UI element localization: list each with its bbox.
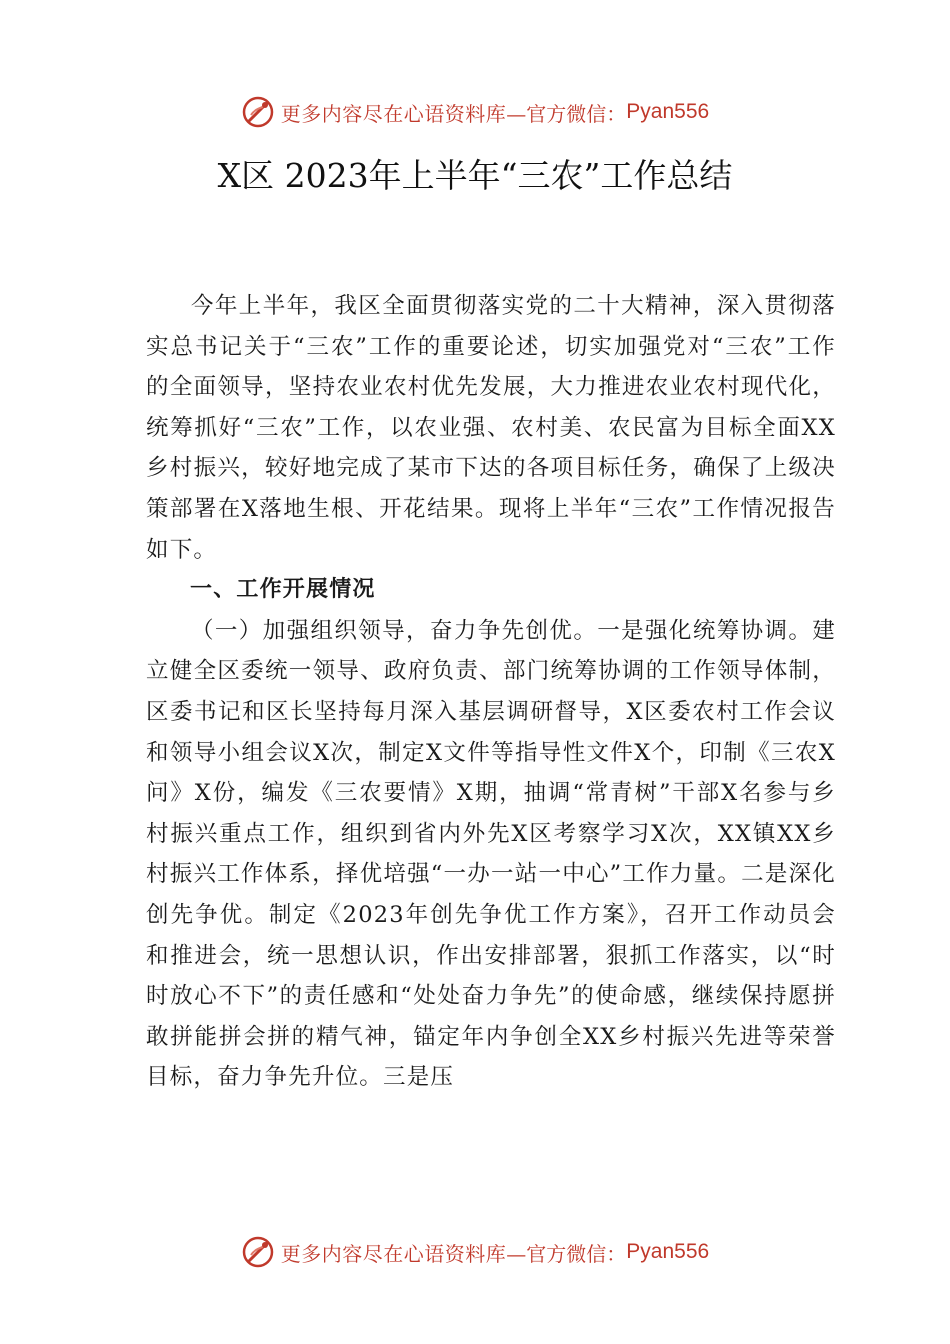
- banner-separator: —官方微信：: [506, 1241, 627, 1266]
- banner-text: 更多内容尽在心语资料库: [280, 101, 507, 126]
- banner-text: 更多内容尽在心语资料库: [280, 1241, 507, 1266]
- banner-wechat-id: Pyan556: [626, 1240, 710, 1263]
- subsection-paragraph: [146, 611, 836, 1098]
- subsection-lead: （一）加强组织领导，奋力争先创优。: [191, 617, 598, 644]
- banner-wechat-id: Pyan556: [626, 100, 710, 123]
- footer-watermark-banner: [0, 1232, 950, 1272]
- header-watermark-banner: [0, 92, 950, 132]
- document-body: [146, 286, 836, 1098]
- brush-logo-icon: [241, 95, 275, 129]
- intro-paragraph: 今年上半年，我区全面贯彻落实党的二十大精神，深入贯彻落实总书记关于“三农”工作的重要论述，切实加强党对“三农”工作的全面领导，坚持农业农村优先发展，大力推进农业农村现代化，统筹抓好“三农”工作，以农业强、农村美、农民富为目标全面XX乡村振兴，较好地完成了某市下达的各项目标任务，确保了上级决策部署在X落地生根、开花结果。现将上半年“三农”工作情况报告如下。: [146, 293, 836, 563]
- section-heading: 一、工作开展情况: [190, 577, 376, 603]
- banner-separator: —官方微信：: [506, 101, 627, 126]
- subsection-body: 一是强化统筹协调。建立健全区委统一领导、政府负责、部门统筹协调的工作领导体制，区委书记和区长坚持每月深入基层调研督导，X区委农村工作会议和领导小组会议X次，制定X文件等指导性文件X个，印制《三农X问》X份，编发《三农要情》X期，抽调“常青树”干部X名参与乡村振兴重点工作，组织到省内外先X区考察学习X次，XX镇XX乡村振兴工作体系，择优培强“一办一站一中心”工作力量。二是深化创先争优。制定《2023年创先争优工作方案》，召开工作动员会和推进会，统一思想认识，作出安排部署，狠抓工作落实，以“时时放心不下”的责任感和“处处奋力争先”的使命感，继续保持愿拼敢拼能拼会拼的精气神，锚定年内争创全XX乡村振兴先进等荣誉目标，奋力争先升位。三是压: [146, 617, 836, 1091]
- brush-logo-icon: [241, 1235, 275, 1269]
- document-title: X区 2023年上半年“三农”工作总结: [217, 156, 733, 195]
